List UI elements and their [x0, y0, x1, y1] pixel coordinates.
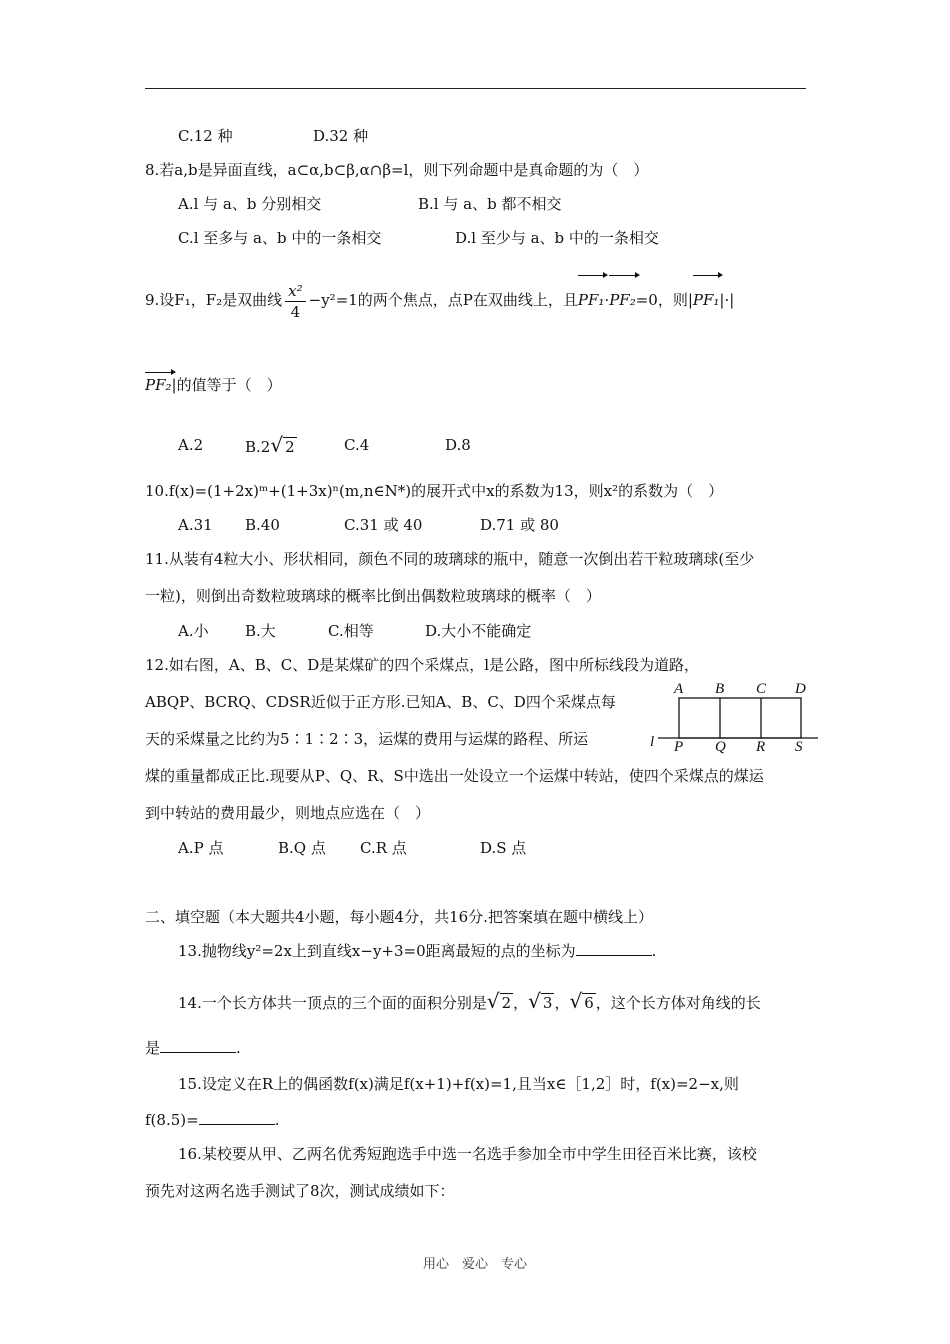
fig-label-road: l [650, 734, 655, 750]
q9-vector-pf1-abs: PF₁ [693, 278, 720, 322]
q9-tail: |的值等于（ ） [171, 376, 282, 394]
q8-option-c: C.l 至多与 a、b 中的一条相交 [178, 229, 382, 247]
header-rule [145, 88, 806, 89]
q13-answer-blank [576, 941, 652, 956]
q9-mid: −y²=1的两个焦点，点P在双曲线上，且 [308, 291, 578, 309]
q12-stem-line5: 到中转站的费用最少，则地点应选在（ ） [145, 804, 431, 822]
q14-text: 14.一个长方体共一顶点的三个面的面积分别是 [178, 994, 487, 1012]
fig-label-p: P [674, 739, 684, 755]
q9-dot: · [604, 291, 610, 309]
section-2-heading: 二、填空题（本大题共4小题，每小题4分，共16分.把答案填在题中横线上） [145, 908, 653, 926]
q14-text-tail: ，这个长方体对角线的长 [595, 994, 761, 1012]
q9-vector-pf1: PF₁ [578, 278, 605, 322]
q12-stem-line2: ABQP、BCRQ、CDSR近似于正方形.已知A、B、C、D四个采煤点每 [145, 693, 616, 711]
q12-stem-line1: 12.如右图，A、B、C、D是某煤矿的四个采煤点，l是公路，图中所标线段为道路， [145, 656, 700, 674]
q7-option-d: D.32 种 [313, 127, 369, 145]
q9-sqrt-arg: 2 [285, 438, 295, 456]
q9-bar: |·| [719, 291, 735, 309]
q11-option-c: C.相等 [328, 622, 374, 640]
q9-option-b [245, 435, 297, 457]
q12-option-c: C.R 点 [360, 839, 407, 857]
q8-option-b: B.l 与 a、b 都不相交 [418, 195, 562, 213]
q10-option-d: D.71 或 80 [480, 516, 559, 534]
q15-stem-line1: 15.设定义在R上的偶函数f(x)满足f(x+1)+f(x)=1,且当x∈［1,2］时，f(x)=2−x,则 [178, 1075, 739, 1093]
q14-sqrt-6: √ 6 [569, 989, 594, 1013]
q13-stem [178, 941, 656, 961]
fig-label-r: R [756, 739, 766, 755]
q12-stem-line3: 天的采煤量之比约为5∶1∶2∶3，运煤的费用与运煤的路程、所运 [145, 730, 589, 748]
q9-fraction [285, 281, 305, 322]
q14-answer-blank [160, 1038, 236, 1053]
q14-stem: 14.一个长方体共一顶点的三个面的面积分别是√ 2 ，√ 3 ，√ 6 ，这个长方体对角线的长 [178, 987, 761, 1017]
q14-sqrt-3: √ 3 [528, 989, 553, 1013]
q15-line2 [145, 1110, 279, 1130]
q9-stem [145, 278, 734, 322]
q11-option-b: B.大 [245, 622, 276, 640]
q9-option-b-prefix: B.2 [245, 438, 271, 456]
fig-label-q: Q [715, 739, 726, 755]
q12-road-figure [648, 678, 820, 758]
q9-frac-num: x² [285, 281, 305, 302]
fig-label-c: C [756, 681, 767, 697]
q14-sqrt-3-arg: 3 [542, 994, 553, 1012]
q8-option-a: A.l 与 a、b 分别相交 [178, 195, 322, 213]
q9-vector-pf2-abs: PF₂ [145, 376, 172, 394]
q12-option-b: B.Q 点 [278, 839, 326, 857]
q9-option-a: A.2 [178, 436, 204, 454]
fig-road-rect [679, 698, 801, 738]
q9-sqrt: √ 2 [270, 433, 295, 457]
q10-option-b: B.40 [245, 516, 280, 534]
q13-text: 13.抛物线y²=2x上到直线x−y+3=0距离最短的点的坐标为 [178, 942, 576, 960]
q14-sqrt-6-arg: 6 [584, 994, 594, 1012]
q10-option-a: A.31 [178, 516, 213, 534]
q15-period: . [274, 1111, 280, 1129]
q11-stem-line2: 一粒)，则倒出奇数粒玻璃球的概率比倒出偶数粒玻璃球的概率（ ） [145, 587, 601, 605]
q15-line2-prefix: f(8.5)= [145, 1111, 199, 1129]
fig-label-a: A [674, 681, 684, 697]
q9-vector-pf2: PF₂ [609, 278, 636, 322]
q9-stem-line2 [145, 375, 282, 395]
q12-option-d: D.S 点 [480, 839, 527, 857]
q8-stem: 8.若a,b是异面直线，a⊂α,b⊂β,α∩β=l，则下列命题中是真命题的为（ ） [145, 161, 649, 179]
fig-label-d: D [795, 681, 806, 697]
q15-answer-blank [199, 1110, 275, 1125]
q12-stem-line4: 煤的重量都成正比.现要从P、Q、R、S中选出一处设立一个运煤中转站，使四个采煤点的煤运 [145, 767, 764, 785]
q7-option-c: C.12 种 [178, 127, 233, 145]
q14-line2 [145, 1038, 241, 1058]
page-footer: 用心 爱心 专心 [422, 1257, 527, 1272]
q13-period: . [651, 942, 657, 960]
q14-period: . [236, 1039, 241, 1057]
q9-option-c: C.4 [344, 436, 370, 454]
q11-stem-line1: 11.从装有4粒大小、形状相同，颜色不同的玻璃球的瓶中，随意一次倒出若干粒玻璃球(至少 [145, 550, 755, 568]
q9-eq: =0，则| [635, 291, 693, 309]
fig-label-s: S [795, 739, 803, 755]
q10-option-c: C.31 或 40 [344, 516, 423, 534]
q14-sqrt-2: √ 2 [486, 989, 512, 1013]
q8-option-d: D.l 至少与 a、b 中的一条相交 [455, 229, 659, 247]
q9-prefix: 9.设F₁，F₂是双曲线 [145, 291, 283, 309]
q9-frac-den: 4 [290, 302, 301, 321]
q14-sqrt-2-arg: 2 [501, 994, 512, 1012]
q16-stem-line1: 16.某校要从甲、乙两名优秀短跑选手中选一名选手参加全市中学生田径百米比赛，该校 [178, 1145, 757, 1163]
q11-option-a: A.小 [178, 622, 209, 640]
q11-option-d: D.大小不能确定 [425, 622, 532, 640]
q9-option-d: D.8 [445, 436, 471, 454]
q10-stem: 10.f(x)=(1+2x)ᵐ+(1+3x)ⁿ(m,n∈N*)的展开式中x的系数为13，则x²的系数为（ ） [145, 482, 724, 500]
q14-line2-prefix: 是 [145, 1039, 161, 1057]
fig-label-b: B [715, 681, 725, 697]
q16-stem-line2: 预先对这两名选手测试了8次，测试成绩如下： [145, 1182, 455, 1200]
q12-option-a: A.P 点 [178, 839, 224, 857]
